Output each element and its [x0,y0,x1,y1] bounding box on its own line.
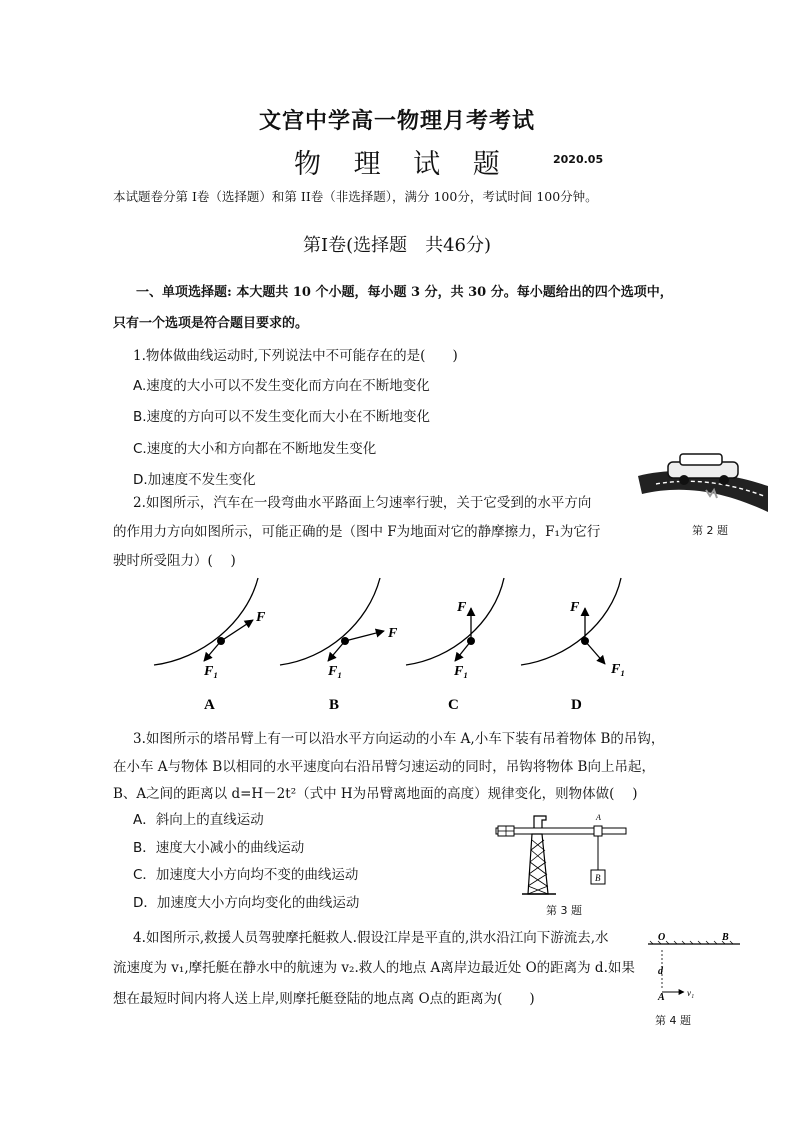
q4-stem-line2: 流速度为 v₁,摩托艇在静水中的航速为 v₂.救人的地点 A离岸边最近处 O的距离为 d.如果 [113,960,635,976]
q1-option-a: A.速度的大小可以不发生变化而方向在不断地变化 [133,378,430,394]
q3-option-c: C．加速度大小方向均不变的曲线运动 [133,867,359,883]
shore-label-o: O [658,932,666,943]
diagram-d-force1-label: F₁ [611,662,626,677]
q1-option-b: B.速度的方向可以不发生变化而大小在不断地变化 [133,409,431,425]
force-direction-diagrams [146,574,646,714]
q3-option-b: B．速度大小减小的曲线运动 [133,840,305,856]
diagram-b-force1-label: F₁ [328,664,343,679]
diagram-b-force-label: F [388,626,398,641]
section-instruction-line2: 只有一个选项是符合题目要求的。 [113,316,309,331]
q2-stem-line2: 的作用力方向如图所示，可能正确的是（图中 F为地面对它的静摩擦力，F₁为它行 [113,524,601,540]
exam-date: 2020.05 [553,153,604,166]
diagram-b-label: B [329,697,340,713]
q4-figure-caption: 第 4 题 [655,1014,691,1027]
section-instruction-line1: 一、单项选择题: 本大题共 10 个小题，每小题 3 分，共 30 分。每小题给出的四个选项中， [136,285,673,300]
q2-stem-line3: 驶时所受阻力）( ) [113,553,236,569]
volume-heading: 第Ⅰ卷(选择题 共46分) [302,235,492,256]
car-on-curved-road-figure [636,450,770,516]
distance-label-d: d [658,966,663,977]
exam-subtitle: 物 理 试 题 [294,149,512,180]
diagram-d-force-label: F [570,600,580,615]
q4-stem-line3: 想在最短时间内将人送上岸,则摩托艇登陆的地点离 O点的距离为( ) [113,991,535,1007]
diagram-d-label: D [571,697,582,713]
q4-stem-line1: 4.如图所示,救援人员驾驶摩托艇救人.假设江岸是平直的,洪水沿江向下游流去,水 [133,930,609,946]
q3-figure-caption: 第 3 题 [546,904,582,917]
q1-option-d: D.加速度不发生变化 [133,472,256,488]
q3-stem-line3: B、A之间的距离以 d=H－2t²（式中 H为吊臂离地面的高度）规律变化，则物体做( ) [113,786,638,802]
tower-crane-figure [494,806,632,898]
diagram-a-force1-label: F₁ [204,664,219,679]
q2-figure-caption: 第 2 题 [692,524,728,537]
q1-stem: 1.物体做曲线运动时,下列说法中不可能存在的是( ) [133,348,458,364]
diagram-d [521,578,625,713]
diagram-c-label: C [448,697,459,713]
crane-label-a: A [596,813,601,822]
diagram-b [280,578,398,713]
diagram-c-force-label: F [457,600,467,615]
q1-option-c: C.速度的大小和方向都在不断地发生变化 [133,441,377,457]
velocity-label-v1: v₁ [687,988,695,998]
shore-label-b: B [722,932,729,943]
q2-stem-line1: 2.如图所示，汽车在一段弯曲水平路面上匀速率行驶，关于它受到的水平方向 [133,495,592,511]
crane-label-b: B [595,873,601,883]
q3-option-d: D．加速度大小方向均变化的曲线运动 [133,895,360,911]
diagram-a-label: A [204,697,215,713]
q3-stem-line1: 3.如图所示的塔吊臂上有一可以沿水平方向运动的小车 A,小车下装有吊着物体 B的吊钩， [133,731,665,747]
rescue-boat-figure [644,928,744,1008]
exam-title: 文宫中学高一物理月考考试 [258,108,535,134]
point-label-a: A [658,992,665,1003]
exam-intro: 本试题卷分第 I卷（选择题）和第 II卷（非选择题），满分 100分，考试时间 100分钟。 [113,189,598,204]
diagram-c [406,578,504,713]
diagram-a [154,578,266,713]
q3-option-a: A．斜向上的直线运动 [133,812,264,828]
diagram-a-force-label: F [256,610,266,625]
q3-stem-line2: 在小车 A与物体 B以相同的水平速度向右沿吊臂匀速运动的同时，吊钩将物体 B向上吊起， [113,759,655,775]
diagram-c-force1-label: F₁ [454,664,469,679]
